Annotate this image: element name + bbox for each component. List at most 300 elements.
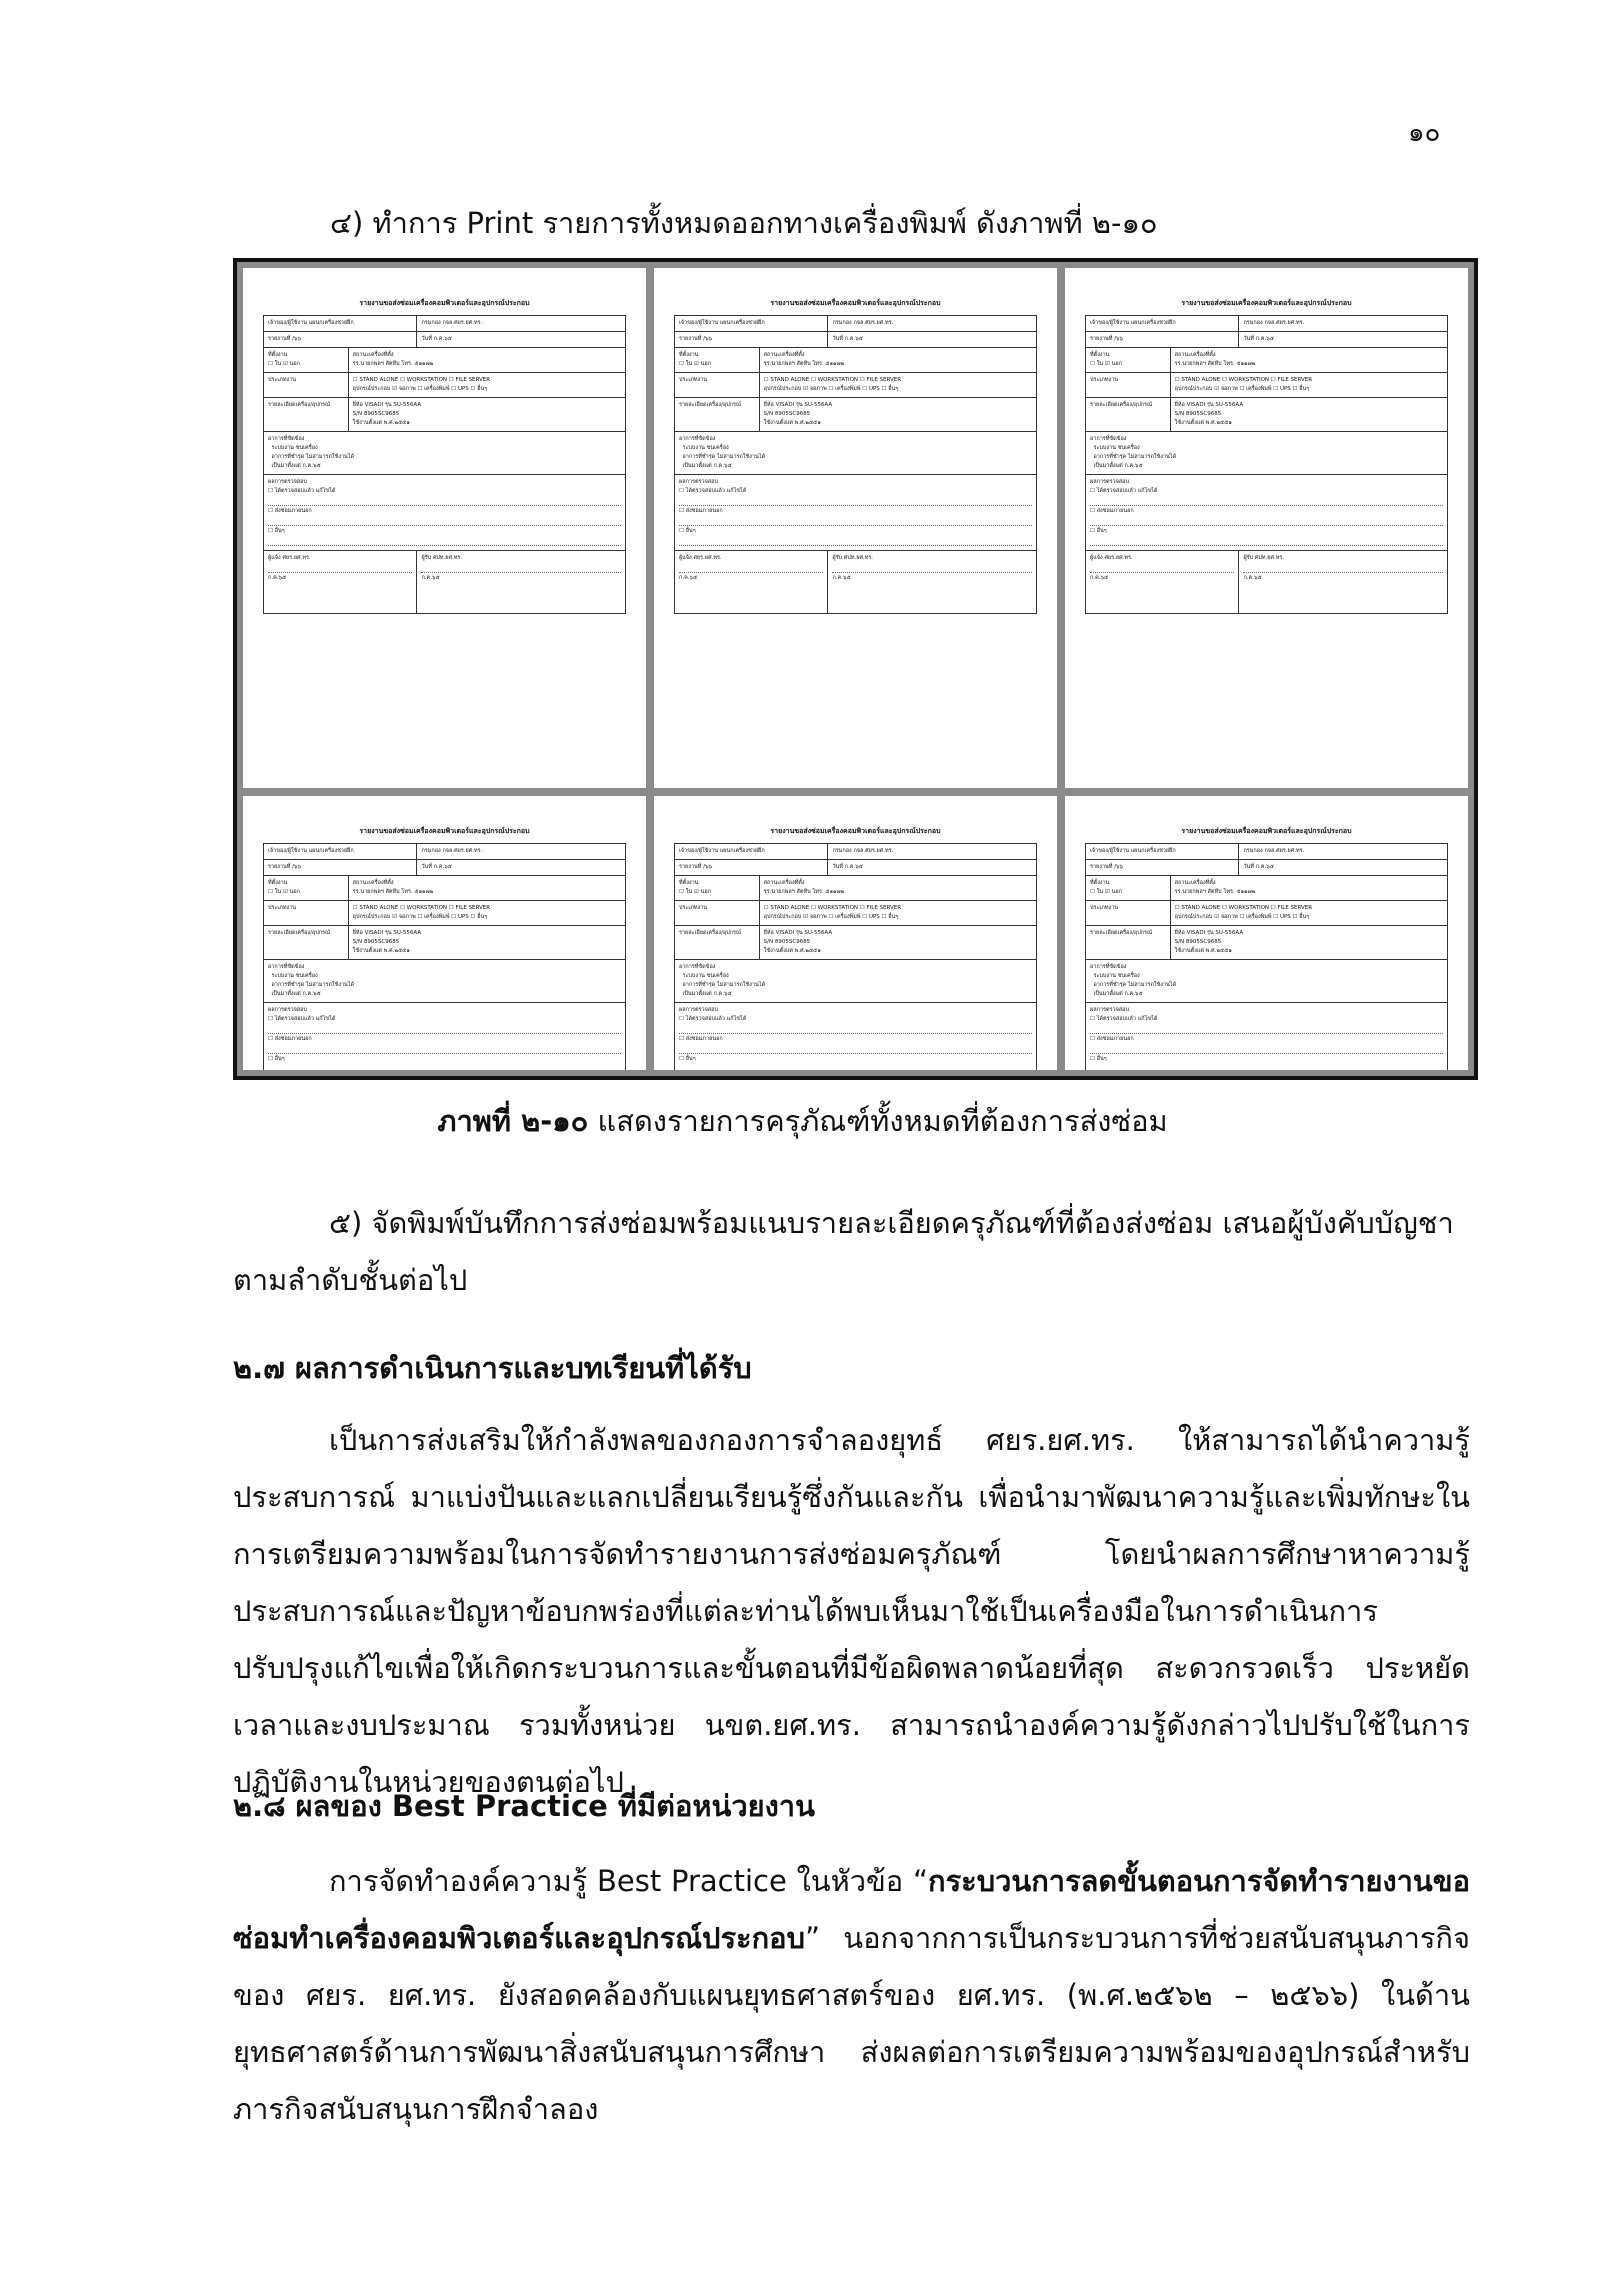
dept-value: กจล.ศยร.ยศ.ทร.	[442, 320, 483, 326]
form-title: รายงานขอส่งซ่อมเครื่องคอมพิวเตอร์และอุปกรณ์ประกอบ	[770, 827, 941, 835]
location-value: รร.นายกพลฯ สัตหีบ	[1174, 889, 1222, 895]
symptom-value-3: ก.ค.๖๕	[302, 463, 321, 469]
device-label: รายละเอียดเครื่อง/อุปกรณ์	[268, 930, 331, 936]
print-preview-figure	[233, 258, 1478, 1080]
preview-page	[1065, 796, 1468, 1070]
model-label: รุ่น	[384, 402, 392, 408]
sign-label-1: ผู้แจ้ง	[679, 555, 692, 561]
phone-value: ๕๑๑๗๒	[825, 889, 845, 895]
location-value: รร.นายกพลฯ สัตหีบ	[763, 361, 811, 367]
check-opt-1: ได้ตรวจสอบแล้ว แก้ไขได้	[1096, 1016, 1158, 1022]
unit-label: เจ้าของ/ผู้ใช้งาน	[268, 848, 307, 854]
sign-unit-2: ศปท.ยศ.ทร.	[432, 555, 463, 561]
model-label: รุ่น	[384, 930, 392, 936]
check-opt-3: อื่นๆ	[1096, 528, 1107, 534]
check-label: ผลการตรวจสอบ	[268, 479, 307, 485]
use-since-value: พ.ศ.๒๕๕๑	[1205, 948, 1232, 954]
model-label: รุ่น	[1206, 402, 1214, 408]
check-label: ผลการตรวจสอบ	[1090, 1007, 1129, 1013]
symptom-label: อาการที่ขัดข้อง	[679, 964, 716, 970]
phone-label: โทร.	[812, 889, 824, 895]
phone-value: ๕๑๑๗๒	[1236, 361, 1256, 367]
usage-label: ประเภทงาน	[1090, 905, 1119, 911]
symptom-item-2: อาการที่ชำรุด	[682, 982, 716, 988]
symptom-value-1: ชนเครื่อง	[706, 973, 729, 979]
peripheral-label: อุปกรณ์ประกอบ	[1174, 386, 1213, 392]
symptom-value-2: ไม่สามารถใช้งานได้	[717, 982, 766, 988]
brand-value: VISADI	[364, 402, 384, 408]
form-title: รายงานขอส่งซ่อมเครื่องคอมพิวเตอร์และอุปกรณ์ประกอบ	[359, 827, 530, 835]
form-title: รายงานขอส่งซ่อมเครื่องคอมพิวเตอร์และอุปกรณ์ประกอบ	[359, 299, 530, 307]
symptom-item-3: เป็นมาตั้งแต่	[271, 991, 301, 997]
symptom-value-3: ก.ค.๖๕	[1124, 991, 1143, 997]
opt-workstation: WORKSTATION	[1228, 377, 1270, 383]
opt-screen: จอภาพ	[398, 914, 416, 920]
check-label: ผลการตรวจสอบ	[679, 1007, 718, 1013]
date-label: วันที่	[832, 336, 843, 342]
symptom-item-2: อาการที่ชำรุด	[1093, 982, 1127, 988]
serial-label: S/N	[352, 939, 363, 945]
serial-value: 8905SC9685	[774, 411, 811, 417]
sign-unit-2: ศปท.ยศ.ทร.	[843, 555, 874, 561]
symptom-label: อาการที่ขัดข้อง	[1090, 436, 1127, 442]
opt-ups: UPS	[868, 914, 880, 920]
opt-other: อื่นๆ	[1299, 386, 1310, 392]
opt-printer: เครื่องพิมพ์	[424, 914, 450, 920]
peripheral-label: อุปกรณ์ประกอบ	[763, 914, 802, 920]
usage-label: ประเภทงาน	[679, 377, 708, 383]
opt-other: อื่นๆ	[1299, 914, 1310, 920]
model-label: รุ่น	[1206, 930, 1214, 936]
check-opt-3: อื่นๆ	[685, 1056, 696, 1062]
preview-page	[243, 268, 646, 788]
check-opt-2: ส่งซ่อมภายนอก	[274, 1036, 312, 1042]
opt-standalone: STAND ALONE	[359, 377, 399, 383]
opt-standalone: STAND ALONE	[1181, 377, 1221, 383]
phone-value: ๕๑๑๗๒	[414, 361, 434, 367]
use-since-value: พ.ศ.๒๕๕๑	[794, 948, 821, 954]
symptom-item-1: ระบบงาน	[271, 973, 294, 979]
opt-other: อื่นๆ	[888, 386, 899, 392]
dept-label: กรมกอง	[1243, 320, 1263, 326]
symptom-value-3: ก.ค.๖๕	[713, 463, 732, 469]
use-since-value: พ.ศ.๒๕๕๑	[794, 420, 821, 426]
check-opt-2: ส่งซ่อมภายนอก	[1096, 508, 1134, 514]
symptom-value-1: ชนเครื่อง	[1117, 973, 1140, 979]
step-4-text: ๔) ทำการ Print รายการทั้งหมดออกทางเครื่องพิมพ์ ดังภาพที่ ๒-๑๐	[330, 206, 1158, 240]
caption-text: แสดงรายการครุภัณฑ์ทั้งหมดที่ต้องการส่งซ่อม	[588, 1104, 1168, 1138]
brand-value: VISADI	[1186, 930, 1206, 936]
peripheral-label: อุปกรณ์ประกอบ	[352, 386, 391, 392]
preview-page	[1065, 268, 1468, 788]
opt-workstation: WORKSTATION	[406, 377, 448, 383]
serial-label: S/N	[763, 939, 774, 945]
opt-in: ใน	[274, 889, 282, 895]
symptom-label: อาการที่ขัดข้อง	[1090, 964, 1127, 970]
report-no-label: รายงานที่	[679, 336, 702, 342]
location-label: สถานะเครื่องที่ตั้ง	[763, 352, 805, 358]
use-since-label: ใช้งานตั้งแต่	[1174, 420, 1204, 426]
symptom-label: อาการที่ขัดข้อง	[268, 964, 305, 970]
sign-label-1: ผู้แจ้ง	[268, 555, 281, 561]
device-label: รายละเอียดเครื่อง/อุปกรณ์	[1090, 930, 1153, 936]
date-label: วันที่	[832, 864, 843, 870]
brand-label: ยี่ห้อ	[1174, 930, 1185, 936]
usage-label: ประเภทงาน	[268, 377, 297, 383]
symptom-value-1: ชนเครื่อง	[295, 445, 318, 451]
opt-workstation: WORKSTATION	[406, 905, 448, 911]
form-table: เจ้าของ/ผู้ใช้งาน แผนกเครื่องช่วยฝึก กรมกอง กจล.ศยร.ยศ.ทร. รายงานที่ /๖๖ วันที่ ก.ค.๖๕ ที่ตั้งงาน ☐ ใน ☑ นอก สถานะเครื่องที่ตั้ง รร.นายกพลฯ สัตหีบ โทร. ๕๑๑๗๒ ประเภทงาน ☐ STAND ALONE ☐ WORKSTATION ☐ FILE SERVER อุปกรณ์ประกอบ ☑ จอภาพ ☐ เครื่องพิมพ์ ☐ UPS ☐ อื่นๆ รายละเอียดเครื่อง/อุปกรณ์ ยี่ห้อ VISADI รุ่น SU-556AA S/N 8905SC9685 ใช้งานตั้งแต่ พ.ศ.๒๕๕๑ อาการที่ขัดข้อง ระบบงาน ชนเครื่อง อาการที่ชำรุด ไม่สามารถใช้งานได้ เป็นมาตั้งแต่ ก.ค.๖๕ ผลการตรวจสอบ ☐ ได้ตรวจสอบแล้ว แก้ไขได้ ☐ ส่งซ่อมภายนอก ☐ อื่นๆ ผู้แจ้ง ศยร.ยศ.ทร. ก.ค.๖๕ ผู้รับ ศปท.ยศ.ทร. ก.ค.๖๕	[263, 315, 626, 614]
form-table: เจ้าของ/ผู้ใช้งาน แผนกเครื่องช่วยฝึก กรมกอง กจล.ศยร.ยศ.ทร. รายงานที่ /๖๖ วันที่ ก.ค.๖๕ ที่ตั้งงาน ☐ ใน ☑ นอก สถานะเครื่องที่ตั้ง รร.นายกพลฯ สัตหีบ โทร. ๕๑๑๗๒ ประเภทงาน ☐ STAND ALONE ☐ WORKSTATION ☐ FILE SERVER อุปกรณ์ประกอบ ☑ จอภาพ ☐ เครื่องพิมพ์ ☐ UPS ☐ อื่นๆ รายละเอียดเครื่อง/อุปกรณ์ ยี่ห้อ VISADI รุ่น SU-556AA S/N 8905SC9685 ใช้งานตั้งแต่ พ.ศ.๒๕๕๑ อาการที่ขัดข้อง ระบบงาน ชนเครื่อง อาการที่ชำรุด ไม่สามารถใช้งานได้ เป็นมาตั้งแต่ ก.ค.๖๕ ผลการตรวจสอบ ☐ ได้ตรวจสอบแล้ว แก้ไขได้ ☐ ส่งซ่อมภายนอก ☐ อื่นๆ	[1085, 843, 1448, 1070]
symptom-item-2: อาการที่ชำรุด	[271, 454, 305, 460]
preview-page	[654, 796, 1057, 1070]
date-label: วันที่	[1243, 864, 1254, 870]
brand-label: ยี่ห้อ	[1174, 402, 1185, 408]
location-value: รร.นายกพลฯ สัตหีบ	[1174, 361, 1222, 367]
step-5-paragraph	[233, 1195, 1470, 1309]
section-2-8-text-b: ” นอกจากการเป็นกระบวนการที่ช่วยสนับสนุนภารกิจของ ศยร. ยศ.ทร. ยังสอดคล้องกับแผนยุทธศาสตร์ของ ยศ.ทร. (พ.ศ.๒๕๖๒ – ๒๕๖๖) ในด้านยุทธศาสตร์ด้านการพัฒนาสิ่งสนับสนุนการศึกษา ส่งผลต่อการเตรียมความพร้อมของอุปกรณ์สำหรับภารกิจสนับสนุนการฝึกจำลอง	[233, 1921, 1470, 2126]
report-no-label: รายงานที่	[679, 864, 702, 870]
unit-value: แผนกเครื่องช่วยฝึก	[308, 320, 354, 326]
symptom-item-3: เป็นมาตั้งแต่	[682, 991, 712, 997]
sign-date-2: ก.ค.๖๕	[1243, 575, 1262, 581]
unit-value: แผนกเครื่องช่วยฝึก	[719, 848, 765, 854]
report-no-value: /๖๖	[292, 864, 302, 870]
dept-value: กจล.ศยร.ยศ.ทร.	[853, 320, 894, 326]
symptom-item-1: ระบบงาน	[1093, 973, 1116, 979]
opt-in: ใน	[1096, 361, 1104, 367]
opt-out: นอก	[700, 361, 711, 367]
location-label: สถานะเครื่องที่ตั้ง	[352, 880, 394, 886]
workplace-label: ที่ตั้งงาน	[268, 352, 288, 358]
sign-unit-2: ศปท.ยศ.ทร.	[1254, 555, 1285, 561]
check-label: ผลการตรวจสอบ	[1090, 479, 1129, 485]
section-2-8-paragraph	[233, 1853, 1470, 2138]
symptom-value-1: ชนเครื่อง	[1117, 445, 1140, 451]
opt-fileserver: FILE SERVER	[1277, 377, 1313, 383]
check-opt-3: อื่นๆ	[1096, 1056, 1107, 1062]
check-opt-1: ได้ตรวจสอบแล้ว แก้ไขได้	[1096, 488, 1158, 494]
use-since-value: พ.ศ.๒๕๕๑	[383, 948, 410, 954]
brand-value: VISADI	[364, 930, 384, 936]
opt-workstation: WORKSTATION	[1228, 905, 1270, 911]
section-heading-2-8: ๒.๘ ผลของ Best Practice ที่มีต่อหน่วยงาน	[233, 1789, 815, 1823]
opt-screen: จอภาพ	[809, 914, 827, 920]
usage-label: ประเภทงาน	[679, 905, 708, 911]
location-value: รร.นายกพลฯ สัตหีบ	[763, 889, 811, 895]
date-value: ก.ค.๖๕	[433, 336, 452, 342]
sign-label-1: ผู้แจ้ง	[1090, 555, 1103, 561]
opt-standalone: STAND ALONE	[359, 905, 399, 911]
use-since-label: ใช้งานตั้งแต่	[763, 420, 793, 426]
opt-in: ใน	[274, 361, 282, 367]
phone-value: ๕๑๑๗๒	[825, 361, 845, 367]
opt-other: อื่นๆ	[477, 914, 488, 920]
dept-label: กรมกอง	[421, 320, 441, 326]
sign-unit-1: ศยร.ยศ.ทร.	[693, 555, 722, 561]
model-value: SU-556AA	[804, 402, 833, 408]
opt-in: ใน	[685, 361, 693, 367]
device-label: รายละเอียดเครื่อง/อุปกรณ์	[268, 402, 331, 408]
serial-value: 8905SC9685	[363, 939, 400, 945]
location-value: รร.นายกพลฯ สัตหีบ	[352, 889, 400, 895]
opt-standalone: STAND ALONE	[770, 377, 810, 383]
section-2-7-text: เป็นการส่งเสริมให้กำลังพลของกองการจำลองยุทธ์ ศยร.ยศ.ทร. ให้สามารถได้นำความรู้ ประสบการณ์ มาแบ่งปันและแลกเปลี่ยนเรียนรู้ซึ่งกันและกัน เพื่อนำมาพัฒนาความรู้และเพิ่มทักษะในการเตรียมความพร้อมในการจัดทำรายงานการส่งซ่อมครุภัณฑ์ โดยนำผลการศึกษาหาความรู้ ประสบการณ์และปัญหาข้อบกพร่องที่แต่ละท่านได้พบเห็นมาใช้เป็นเครื่องมือในการดำเนินการปรับปรุงแก้ไขเพื่อให้เกิดกระบวนการและขั้นตอนที่มีข้อผิดพลาดน้อยที่สุด สะดวกรวดเร็ว ประหยัดเวลาและงบประมาณ รวมทั้งหน่วย นขต.ยศ.ทร. สามารถนำองค์ความรู้ดังกล่าวไปปรับใช้ในการปฏิบัติงานในหน่วยของตนต่อไป	[233, 1423, 1470, 1799]
opt-out: นอก	[289, 889, 300, 895]
opt-fileserver: FILE SERVER	[866, 905, 902, 911]
sign-label-2: ผู้รับ	[832, 555, 843, 561]
dept-label: กรมกอง	[832, 848, 852, 854]
opt-ups: UPS	[457, 386, 469, 392]
symptom-value-2: ไม่สามารถใช้งานได้	[306, 454, 355, 460]
symptom-value-2: ไม่สามารถใช้งานได้	[717, 454, 766, 460]
opt-fileserver: FILE SERVER	[455, 377, 491, 383]
brand-value: VISADI	[1186, 402, 1206, 408]
model-label: รุ่น	[795, 930, 803, 936]
unit-label: เจ้าของ/ผู้ใช้งาน	[679, 320, 718, 326]
model-value: SU-556AA	[393, 402, 422, 408]
model-value: SU-556AA	[804, 930, 833, 936]
phone-label: โทร.	[401, 889, 413, 895]
symptom-item-3: เป็นมาตั้งแต่	[1093, 991, 1123, 997]
check-opt-2: ส่งซ่อมภายนอก	[1096, 1036, 1134, 1042]
dept-label: กรมกอง	[1243, 848, 1263, 854]
check-opt-1: ได้ตรวจสอบแล้ว แก้ไขได้	[274, 488, 336, 494]
opt-fileserver: FILE SERVER	[1277, 905, 1313, 911]
symptom-item-3: เป็นมาตั้งแต่	[1093, 463, 1123, 469]
serial-value: 8905SC9685	[774, 939, 811, 945]
dept-value: กจล.ศยร.ยศ.ทร.	[853, 848, 894, 854]
serial-value: 8905SC9685	[1185, 411, 1222, 417]
opt-screen: จอภาพ	[398, 386, 416, 392]
symptom-item-1: ระบบงาน	[682, 445, 705, 451]
model-value: SU-556AA	[393, 930, 422, 936]
sign-label-2: ผู้รับ	[1243, 555, 1254, 561]
unit-label: เจ้าของ/ผู้ใช้งาน	[268, 320, 307, 326]
symptom-item-1: ระบบงาน	[1093, 445, 1116, 451]
preview-page	[243, 796, 646, 1070]
symptom-value-2: ไม่สามารถใช้งานได้	[306, 982, 355, 988]
workplace-label: ที่ตั้งงาน	[1090, 880, 1110, 886]
sign-unit-1: ศยร.ยศ.ทร.	[282, 555, 311, 561]
location-label: สถานะเครื่องที่ตั้ง	[1174, 352, 1216, 358]
check-opt-2: ส่งซ่อมภายนอก	[685, 508, 723, 514]
model-label: รุ่น	[795, 402, 803, 408]
date-label: วันที่	[1243, 336, 1254, 342]
date-label: วันที่	[421, 336, 432, 342]
opt-printer: เครื่องพิมพ์	[424, 386, 450, 392]
opt-out: นอก	[289, 361, 300, 367]
serial-label: S/N	[1174, 411, 1185, 417]
brand-value: VISADI	[775, 402, 795, 408]
form-title: รายงานขอส่งซ่อมเครื่องคอมพิวเตอร์และอุปกรณ์ประกอบ	[770, 299, 941, 307]
brand-label: ยี่ห้อ	[763, 402, 774, 408]
opt-printer: เครื่องพิมพ์	[835, 386, 861, 392]
check-label: ผลการตรวจสอบ	[268, 1007, 307, 1013]
symptom-label: อาการที่ขัดข้อง	[268, 436, 305, 442]
opt-screen: จอภาพ	[1220, 386, 1238, 392]
peripheral-label: อุปกรณ์ประกอบ	[1174, 914, 1213, 920]
form-table: เจ้าของ/ผู้ใช้งาน แผนกเครื่องช่วยฝึก กรมกอง กจล.ศยร.ยศ.ทร. รายงานที่ /๖๖ วันที่ ก.ค.๖๕ ที่ตั้งงาน ☐ ใน ☑ นอก สถานะเครื่องที่ตั้ง รร.นายกพลฯ สัตหีบ โทร. ๕๑๑๗๒ ประเภทงาน ☐ STAND ALONE ☐ WORKSTATION ☐ FILE SERVER อุปกรณ์ประกอบ ☑ จอภาพ ☐ เครื่องพิมพ์ ☐ UPS ☐ อื่นๆ รายละเอียดเครื่อง/อุปกรณ์ ยี่ห้อ VISADI รุ่น SU-556AA S/N 8905SC9685 ใช้งานตั้งแต่ พ.ศ.๒๕๕๑ อาการที่ขัดข้อง ระบบงาน ชนเครื่อง อาการที่ชำรุด ไม่สามารถใช้งานได้ เป็นมาตั้งแต่ ก.ค.๖๕ ผลการตรวจสอบ ☐ ได้ตรวจสอบแล้ว แก้ไขได้ ☐ ส่งซ่อมภายนอก ☐ อื่นๆ ผู้แจ้ง ศยร.ยศ.ทร. ก.ค.๖๕ ผู้รับ ศปท.ยศ.ทร. ก.ค.๖๕	[674, 315, 1037, 614]
serial-value: 8905SC9685	[1185, 939, 1222, 945]
serial-label: S/N	[763, 411, 774, 417]
serial-label: S/N	[1174, 939, 1185, 945]
opt-printer: เครื่องพิมพ์	[1246, 386, 1272, 392]
opt-fileserver: FILE SERVER	[866, 377, 902, 383]
symptom-item-2: อาการที่ชำรุด	[1093, 454, 1127, 460]
step-5-line-2: ตามลำดับชั้นต่อไป	[233, 1263, 468, 1297]
use-since-label: ใช้งานตั้งแต่	[352, 948, 382, 954]
brand-label: ยี่ห้อ	[763, 930, 774, 936]
use-since-label: ใช้งานตั้งแต่	[352, 420, 382, 426]
dept-value: กจล.ศยร.ยศ.ทร.	[442, 848, 483, 854]
unit-label: เจ้าของ/ผู้ใช้งาน	[679, 848, 718, 854]
section-heading-2-7: ๒.๗ ผลการดำเนินการและบทเรียนที่ได้รับ	[233, 1351, 752, 1385]
report-no-value: /๖๖	[703, 336, 713, 342]
serial-label: S/N	[352, 411, 363, 417]
form-table: เจ้าของ/ผู้ใช้งาน แผนกเครื่องช่วยฝึก กรมกอง กจล.ศยร.ยศ.ทร. รายงานที่ /๖๖ วันที่ ก.ค.๖๕ ที่ตั้งงาน ☐ ใน ☑ นอก สถานะเครื่องที่ตั้ง รร.นายกพลฯ สัตหีบ โทร. ๕๑๑๗๒ ประเภทงาน ☐ STAND ALONE ☐ WORKSTATION ☐ FILE SERVER อุปกรณ์ประกอบ ☑ จอภาพ ☐ เครื่องพิมพ์ ☐ UPS ☐ อื่นๆ รายละเอียดเครื่อง/อุปกรณ์ ยี่ห้อ VISADI รุ่น SU-556AA S/N 8905SC9685 ใช้งานตั้งแต่ พ.ศ.๒๕๕๑ อาการที่ขัดข้อง ระบบงาน ชนเครื่อง อาการที่ชำรุด ไม่สามารถใช้งานได้ เป็นมาตั้งแต่ ก.ค.๖๕ ผลการตรวจสอบ ☐ ได้ตรวจสอบแล้ว แก้ไขได้ ☐ ส่งซ่อมภายนอก ☐ อื่นๆ ผู้แจ้ง ศยร.ยศ.ทร. ก.ค.๖๕ ผู้รับ ศปท.ยศ.ทร. ก.ค.๖๕	[1085, 315, 1448, 614]
opt-screen: จอภาพ	[809, 386, 827, 392]
sign-date-2: ก.ค.๖๕	[832, 575, 851, 581]
workplace-label: ที่ตั้งงาน	[679, 352, 699, 358]
sign-date-1: ก.ค.๖๕	[268, 575, 287, 581]
report-no-value: /๖๖	[1114, 336, 1124, 342]
symptom-label: อาการที่ขัดข้อง	[679, 436, 716, 442]
opt-printer: เครื่องพิมพ์	[835, 914, 861, 920]
brand-label: ยี่ห้อ	[352, 402, 363, 408]
sign-date-1: ก.ค.๖๕	[679, 575, 698, 581]
use-since-value: พ.ศ.๒๕๕๑	[383, 420, 410, 426]
symptom-item-1: ระบบงาน	[682, 973, 705, 979]
dept-value: กจล.ศยร.ยศ.ทร.	[1264, 320, 1305, 326]
check-opt-1: ได้ตรวจสอบแล้ว แก้ไขได้	[685, 488, 747, 494]
symptom-value-1: ชนเครื่อง	[706, 445, 729, 451]
form-title: รายงานขอส่งซ่อมเครื่องคอมพิวเตอร์และอุปกรณ์ประกอบ	[1181, 299, 1352, 307]
opt-in: ใน	[1096, 889, 1104, 895]
location-label: สถานะเครื่องที่ตั้ง	[1174, 880, 1216, 886]
symptom-item-1: ระบบงาน	[271, 445, 294, 451]
use-since-value: พ.ศ.๒๕๕๑	[1205, 420, 1232, 426]
step-5-line-1: ๕) จัดพิมพ์บันทึกการส่งซ่อมพร้อมแนบรายละเอียดครุภัณฑ์ที่ต้องส่งซ่อม เสนอผู้บังคับบัญชา	[329, 1206, 1454, 1240]
dept-label: กรมกอง	[421, 848, 441, 854]
model-value: SU-556AA	[1215, 930, 1244, 936]
check-opt-3: อื่นๆ	[685, 528, 696, 534]
opt-other: อื่นๆ	[888, 914, 899, 920]
unit-value: แผนกเครื่องช่วยฝึก	[1130, 320, 1176, 326]
use-since-label: ใช้งานตั้งแต่	[763, 948, 793, 954]
unit-value: แผนกเครื่องช่วยฝึก	[719, 320, 765, 326]
device-label: รายละเอียดเครื่อง/อุปกรณ์	[1090, 402, 1153, 408]
check-opt-1: ได้ตรวจสอบแล้ว แก้ไขได้	[685, 1016, 747, 1022]
date-value: ก.ค.๖๕	[1255, 864, 1274, 870]
symptom-value-1: ชนเครื่อง	[295, 973, 318, 979]
symptom-value-2: ไม่สามารถใช้งานได้	[1128, 454, 1177, 460]
opt-other: อื่นๆ	[477, 386, 488, 392]
sign-label-2: ผู้รับ	[421, 555, 432, 561]
peripheral-label: อุปกรณ์ประกอบ	[763, 386, 802, 392]
workplace-label: ที่ตั้งงาน	[1090, 352, 1110, 358]
opt-ups: UPS	[1279, 386, 1291, 392]
brand-label: ยี่ห้อ	[352, 930, 363, 936]
symptom-value-3: ก.ค.๖๕	[713, 991, 732, 997]
phone-label: โทร.	[812, 361, 824, 367]
report-no-label: รายงานที่	[1090, 864, 1113, 870]
page-number: ๑๐	[1408, 118, 1441, 148]
symptom-value-3: ก.ค.๖๕	[1124, 463, 1143, 469]
section-2-7-paragraph	[233, 1412, 1470, 1811]
opt-standalone: STAND ALONE	[770, 905, 810, 911]
report-no-value: /๖๖	[1114, 864, 1124, 870]
report-no-label: รายงานที่	[1090, 336, 1113, 342]
date-value: ก.ค.๖๕	[844, 336, 863, 342]
opt-in: ใน	[685, 889, 693, 895]
phone-label: โทร.	[1223, 361, 1235, 367]
opt-ups: UPS	[868, 386, 880, 392]
symptom-item-3: เป็นมาตั้งแต่	[682, 463, 712, 469]
opt-standalone: STAND ALONE	[1181, 905, 1221, 911]
usage-label: ประเภทงาน	[268, 905, 297, 911]
opt-fileserver: FILE SERVER	[455, 905, 491, 911]
unit-label: เจ้าของ/ผู้ใช้งาน	[1090, 848, 1129, 854]
symptom-value-3: ก.ค.๖๕	[302, 991, 321, 997]
form-title: รายงานขอส่งซ่อมเครื่องคอมพิวเตอร์และอุปกรณ์ประกอบ	[1181, 827, 1352, 835]
opt-ups: UPS	[457, 914, 469, 920]
phone-value: ๕๑๑๗๒	[414, 889, 434, 895]
opt-out: นอก	[1111, 889, 1122, 895]
caption-label: ภาพที่ ๒-๑๐	[437, 1104, 589, 1138]
location-label: สถานะเครื่องที่ตั้ง	[763, 880, 805, 886]
location-label: สถานะเครื่องที่ตั้ง	[352, 352, 394, 358]
opt-printer: เครื่องพิมพ์	[1246, 914, 1272, 920]
check-opt-3: อื่นๆ	[274, 1056, 285, 1062]
section-2-8-text-a: การจัดทำองค์ความรู้ Best Practice ในหัวข้อ “	[329, 1864, 929, 1898]
phone-label: โทร.	[1223, 889, 1235, 895]
form-table: เจ้าของ/ผู้ใช้งาน แผนกเครื่องช่วยฝึก กรมกอง กจล.ศยร.ยศ.ทร. รายงานที่ /๖๖ วันที่ ก.ค.๖๕ ที่ตั้งงาน ☐ ใน ☑ นอก สถานะเครื่องที่ตั้ง รร.นายกพลฯ สัตหีบ โทร. ๕๑๑๗๒ ประเภทงาน ☐ STAND ALONE ☐ WORKSTATION ☐ FILE SERVER อุปกรณ์ประกอบ ☑ จอภาพ ☐ เครื่องพิมพ์ ☐ UPS ☐ อื่นๆ รายละเอียดเครื่อง/อุปกรณ์ ยี่ห้อ VISADI รุ่น SU-556AA S/N 8905SC9685 ใช้งานตั้งแต่ พ.ศ.๒๕๕๑ อาการที่ขัดข้อง ระบบงาน ชนเครื่อง อาการที่ชำรุด ไม่สามารถใช้งานได้ เป็นมาตั้งแต่ ก.ค.๖๕ ผลการตรวจสอบ ☐ ได้ตรวจสอบแล้ว แก้ไขได้ ☐ ส่งซ่อมภายนอก ☐ อื่นๆ	[674, 843, 1037, 1070]
model-value: SU-556AA	[1215, 402, 1244, 408]
figure-caption	[0, 1098, 1605, 1144]
opt-workstation: WORKSTATION	[817, 905, 859, 911]
workplace-label: ที่ตั้งงาน	[268, 880, 288, 886]
check-opt-2: ส่งซ่อมภายนอก	[274, 508, 312, 514]
symptom-value-2: ไม่สามารถใช้งานได้	[1128, 982, 1177, 988]
workplace-label: ที่ตั้งงาน	[679, 880, 699, 886]
brand-value: VISADI	[775, 930, 795, 936]
usage-label: ประเภทงาน	[1090, 377, 1119, 383]
print-preview-grid	[243, 268, 1468, 1070]
device-label: รายละเอียดเครื่อง/อุปกรณ์	[679, 930, 742, 936]
check-label: ผลการตรวจสอบ	[679, 479, 718, 485]
dept-value: กจล.ศยร.ยศ.ทร.	[1264, 848, 1305, 854]
check-opt-3: อื่นๆ	[274, 528, 285, 534]
opt-screen: จอภาพ	[1220, 914, 1238, 920]
phone-label: โทร.	[401, 361, 413, 367]
peripheral-label: อุปกรณ์ประกอบ	[352, 914, 391, 920]
unit-label: เจ้าของ/ผู้ใช้งาน	[1090, 320, 1129, 326]
report-no-label: รายงานที่	[268, 864, 291, 870]
symptom-item-2: อาการที่ชำรุด	[271, 982, 305, 988]
date-value: ก.ค.๖๕	[433, 864, 452, 870]
unit-value: แผนกเครื่องช่วยฝึก	[308, 848, 354, 854]
check-opt-2: ส่งซ่อมภายนอก	[685, 1036, 723, 1042]
preview-page	[654, 268, 1057, 788]
symptom-item-2: อาการที่ชำรุด	[682, 454, 716, 460]
date-value: ก.ค.๖๕	[844, 864, 863, 870]
form-table: เจ้าของ/ผู้ใช้งาน แผนกเครื่องช่วยฝึก กรมกอง กจล.ศยร.ยศ.ทร. รายงานที่ /๖๖ วันที่ ก.ค.๖๕ ที่ตั้งงาน ☐ ใน ☑ นอก สถานะเครื่องที่ตั้ง รร.นายกพลฯ สัตหีบ โทร. ๕๑๑๗๒ ประเภทงาน ☐ STAND ALONE ☐ WORKSTATION ☐ FILE SERVER อุปกรณ์ประกอบ ☑ จอภาพ ☐ เครื่องพิมพ์ ☐ UPS ☐ อื่นๆ รายละเอียดเครื่อง/อุปกรณ์ ยี่ห้อ VISADI รุ่น SU-556AA S/N 8905SC9685 ใช้งานตั้งแต่ พ.ศ.๒๕๕๑ อาการที่ขัดข้อง ระบบงาน ชนเครื่อง อาการที่ชำรุด ไม่สามารถใช้งานได้ เป็นมาตั้งแต่ ก.ค.๖๕ ผลการตรวจสอบ ☐ ได้ตรวจสอบแล้ว แก้ไขได้ ☐ ส่งซ่อมภายนอก ☐ อื่นๆ	[263, 843, 626, 1070]
check-opt-1: ได้ตรวจสอบแล้ว แก้ไขได้	[274, 1016, 336, 1022]
use-since-label: ใช้งานตั้งแต่	[1174, 948, 1204, 954]
opt-workstation: WORKSTATION	[817, 377, 859, 383]
sign-unit-1: ศยร.ยศ.ทร.	[1104, 555, 1133, 561]
